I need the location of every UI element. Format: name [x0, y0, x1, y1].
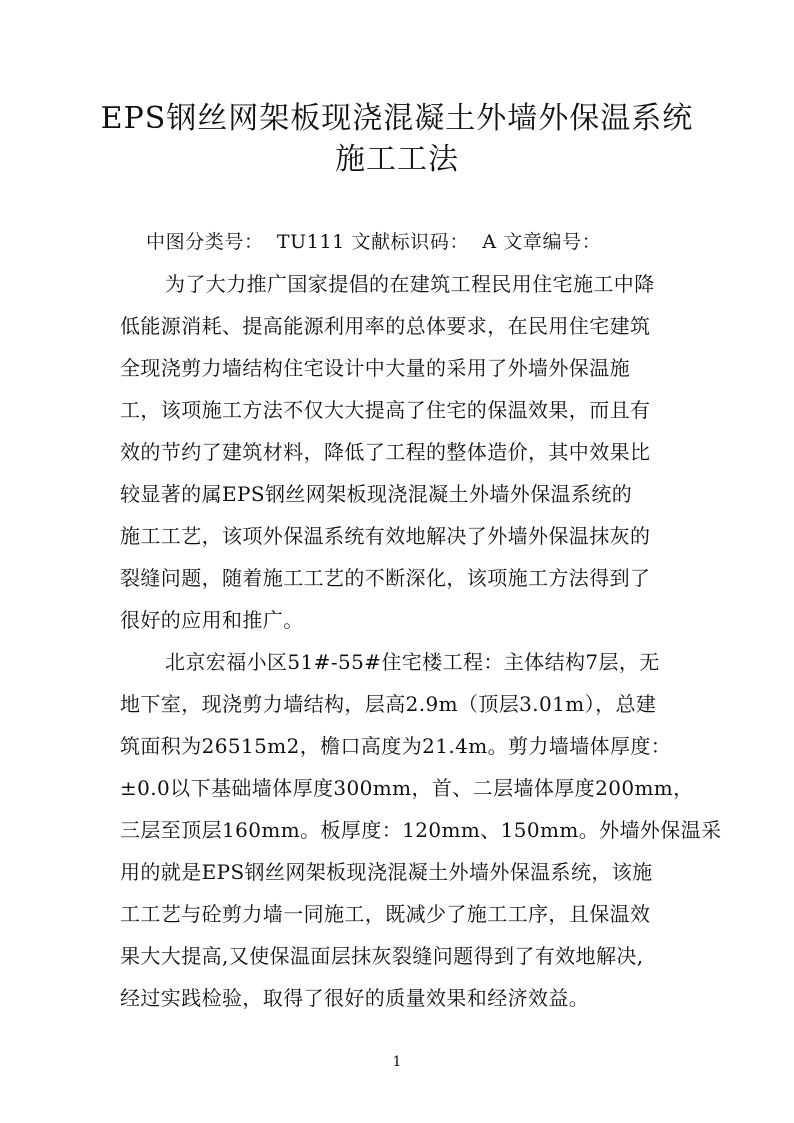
classification-meta-line: 中图分类号： TU111 文献标识码： A 文章编号：	[146, 231, 602, 253]
paragraph-1-line-3: 全现浇剪力墙结构住宅设计中大量的采用了外墙外保温施	[120, 356, 630, 380]
paragraph-1-line-9: 很好的应用和推广。	[120, 608, 304, 632]
paragraph-2-line-9: 经过实践检验，取得了很好的质量效果和经济效益。	[120, 986, 590, 1010]
paragraph-1-line-5: 效的节约了建筑材料，降低了工程的整体造价，其中效果比	[120, 440, 651, 464]
paragraph-2-line-3: 筑面积为26515m2，檐口高度为21.4m。剪力墙墙体厚度：	[120, 734, 672, 758]
paragraph-1-line-2: 低能源消耗、提高能源利用率的总体要求，在民用住宅建筑	[120, 314, 651, 338]
paragraph-2-line-8: 果大大提高,又使保温面层抹灰裂缝问题得到了有效地解决,	[120, 944, 644, 968]
paragraph-1-line-8: 裂缝问题，随着施工工艺的不断深化，该项施工方法得到了	[120, 566, 651, 590]
paragraph-1-line-6: 较显著的属EPS钢丝网架板现浇混凝土外墙外保温系统的	[120, 482, 633, 506]
paragraph-2-line-1: 北京宏福小区51#-55#住宅楼工程：主体结构7层，无	[165, 650, 660, 674]
document-title-line-1: EPS钢丝网架板现浇混凝土外墙外保温系统	[100, 101, 694, 136]
paragraph-2-line-7: 工工艺与砼剪力墙一同施工，既减少了施工工序，且保温效	[120, 902, 651, 926]
paragraph-1-line-1: 为了大力推广国家提倡的在建筑工程民用住宅施工中降	[165, 272, 655, 296]
document-title-line-2: 施工工法	[335, 142, 459, 177]
paragraph-1-line-7: 施工工艺，该项外保温系统有效地解决了外墙外保温抹灰的	[120, 524, 651, 548]
paragraph-2-line-5: 三层至顶层160mm。板厚度：120mm、150mm。外墙外保温采	[120, 818, 722, 842]
paragraph-2-line-2: 地下室，现浇剪力墙结构，层高2.9m（顶层3.01m），总建	[120, 692, 657, 716]
paragraph-1-line-4: 工，该项施工方法不仅大大提高了住宅的保温效果，而且有	[120, 398, 651, 422]
paragraph-2-line-6: 用的就是EPS钢丝网架板现浇混凝土外墙外保温系统，该施	[120, 860, 653, 884]
page-number: 1	[392, 1054, 402, 1070]
paragraph-2-line-4: ±0.0以下基础墙体厚度300mm，首、二层墙体厚度200mm，	[120, 776, 694, 800]
